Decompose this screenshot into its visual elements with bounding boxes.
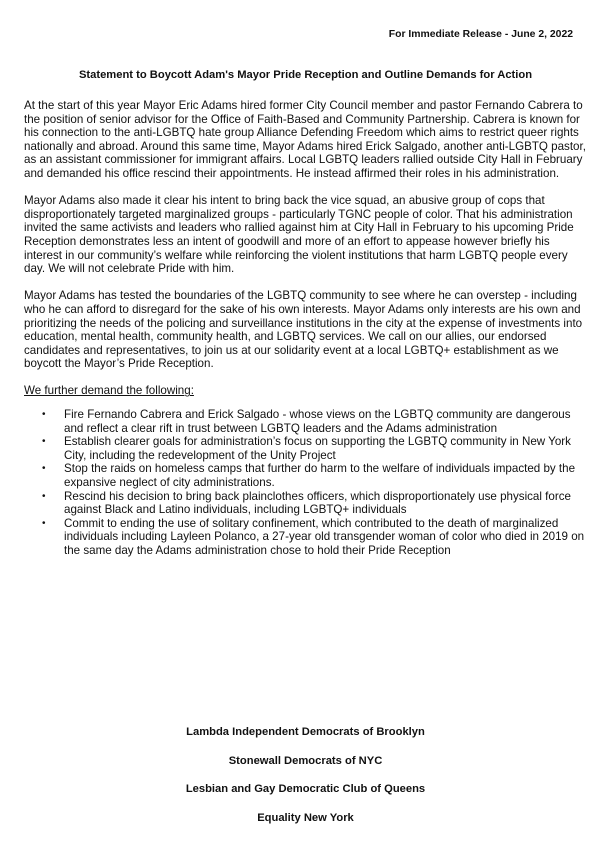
paragraph-vice-squad: Mayor Adams also made it clear his intent to bring back the vice squad, an abusive group of cops that disproportionately targeted marginalized groups - particularly TGNC people of color. That his administration invited the same activists and leaders who rallied against him at City Hall in February to his upcoming Pride Reception demonstrates less an intent of goodwill and more of an effort to appease however briefly his interest in our community’s welfare while reinforcing the violent institutions that harm LGBTQ people every day. We will not celebrate Pride with him. [24,194,574,276]
list-item [24,462,589,489]
signatory-equality-ny: Equality New York [257,811,354,824]
bullet-icon: • [42,409,46,421]
demand-text: Commit to ending the use of solitary confinement, which contributed to the death of marginalized individuals including Layleen Polanco, a 27-year old transgender woman of color who died in 2019 on the same day the Adams administration chose to hold their Pride Reception [64,516,585,557]
demand-text: Establish clearer goals for administration’s focus on supporting the LGBTQ community in New York City, including the redevelopment of the Unity Project [64,435,571,462]
demands-list [24,408,589,558]
signatory-stonewall: Stonewall Democrats of NYC [228,754,383,767]
list-item [24,490,589,517]
statement-title: Statement to Boycott Adam's Mayor Pride Reception and Outline Demands for Action [78,69,533,81]
list-item [24,408,589,435]
list-item [24,517,589,558]
signatory-list [0,722,611,836]
signatory-lambda: Lambda Independent Democrats of Brooklyn [186,726,425,738]
demand-text: Stop the raids on homeless camps that further do harm to the welfare of individuals impacted by the expansive neglect of city administrations. [64,462,576,490]
demand-text: Fire Fernando Cabrera and Erick Salgado - whose views on the LGBTQ community are dangerous and reflect a clear rift in trust between LGBTQ leaders and the Adams administration [64,408,571,435]
release-date-line: For Immediate Release - June 2, 2022 [388,29,573,40]
bullet-icon: • [42,436,46,448]
bullet-icon: • [42,463,46,475]
list-item [24,435,589,462]
paragraph-boundaries: Mayor Adams has tested the boundaries of the LGBTQ community to see where he can overstep - including who he can afford to disregard for the sake of his own interests. Mayor Adams only interests are his own and prioritizing the needs of the policing and surveillance institutions in the city at the expense of investments into education, mental health, community health, and LGBTQ services. We call on our allies, our endorsed candidates and representatives, to join us at our solidarity event at a local LGBTQ+ establishment as we boycott the Mayor’s Pride Reception. [24,289,583,371]
demand-text: Rescind his decision to bring back plainclothes officers, which disproportionately use physical force against Black and Latino individuals, including LGBTQ+ individuals [64,489,571,517]
bullet-icon: • [42,517,46,529]
bullet-icon: • [42,490,46,502]
paragraph-hiring: At the start of this year Mayor Eric Adams hired former City Council member and pastor Fernando Cabrera to the position of senior advisor for the Office of Faith-Based and Community Partnership. Cabrera is known for his connection to the anti-LGBTQ hate group Alliance Defending Freedom which aims to restrict queer rights nationally and abroad. Around this same time, Mayor Adams hired Erick Salgado, another anti-LGBTQ pastor, as an assistant commissioner for immigrant affairs. Local LGBTQ leaders rallied outside City Hall in February and demanded his office rescind their appointments. He instead affirmed their roles in his administration. [24,99,586,180]
signatory-queens-club: Lesbian and Gay Democratic Club of Queens [185,783,426,795]
statement-body [24,99,589,558]
demands-heading: We further demand the following: [24,384,194,398]
